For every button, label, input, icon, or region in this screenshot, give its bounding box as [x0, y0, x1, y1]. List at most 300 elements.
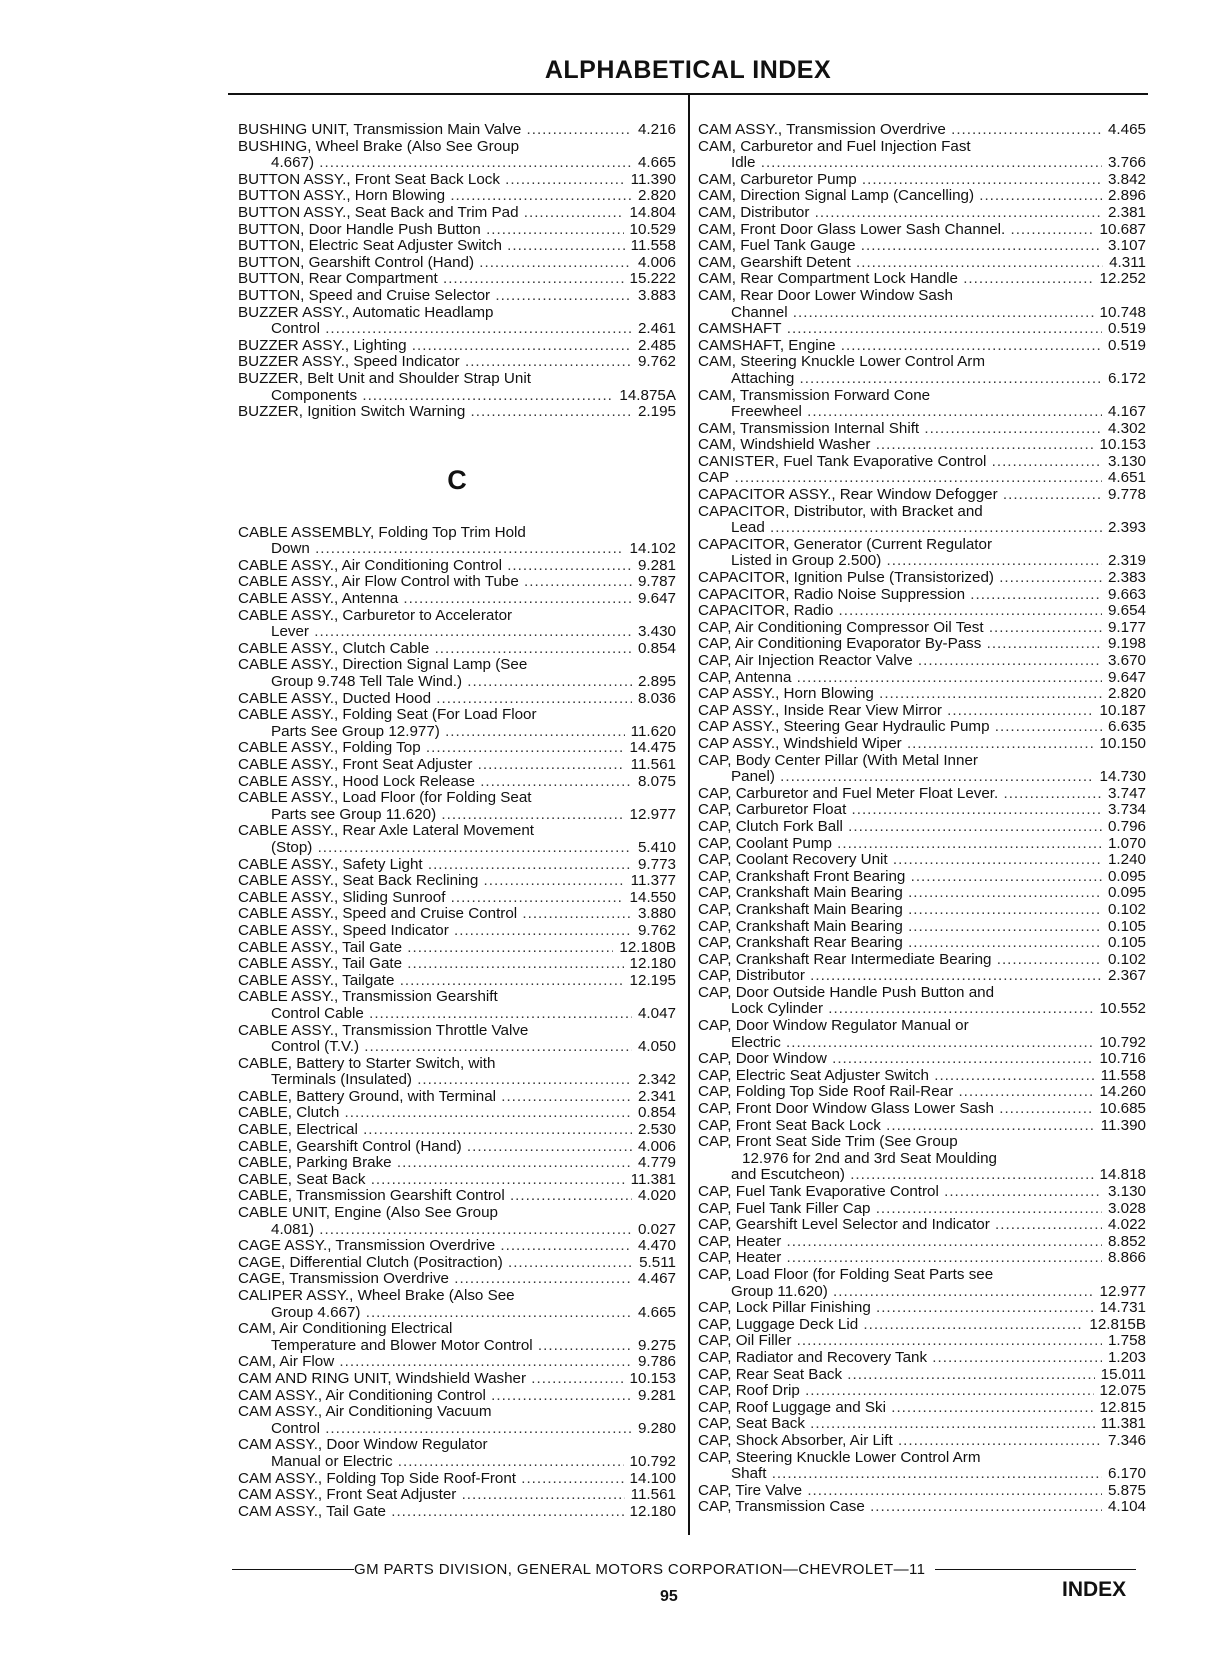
index-entry: [238, 1305, 676, 1322]
entry-description: Control .....: [238, 321, 632, 338]
entry-description: Listed in Group 2.500) .....: [698, 553, 1102, 570]
index-entry: [698, 1350, 1146, 1367]
entry-group-number: 11.620: [630, 722, 676, 740]
index-entry: [238, 1205, 676, 1222]
index-entry: [698, 1250, 1146, 1267]
entry-group-number: 2.393: [1107, 519, 1146, 537]
index-entry: [238, 1172, 676, 1189]
index-entry: [238, 624, 676, 641]
entry-description: BUTTON, Electric Seat Adjuster Switch .....: [238, 238, 625, 255]
entry-group-number: 6.172: [1107, 369, 1146, 387]
entry-description: CAP, Steering Knuckle Lower Control Arm: [698, 1449, 981, 1466]
index-entry: [238, 305, 676, 322]
entry-description: CAM, Gearshift Detent .....: [698, 255, 1103, 272]
entry-description: CAP, Crankshaft Front Bearing .....: [698, 869, 1102, 886]
index-entry: [698, 852, 1146, 869]
entry-description: CAM, Carburetor Pump .....: [698, 172, 1102, 189]
entry-description: CAM, Carburetor and Fuel Injection Fast: [698, 138, 971, 155]
index-entry: [238, 1404, 676, 1421]
entry-description: CAP, Crankshaft Main Bearing .....: [698, 885, 1102, 902]
entry-description: CAP, Crankshaft Main Bearing .....: [698, 902, 1102, 919]
index-entry: [238, 271, 676, 288]
index-entry: [698, 271, 1146, 288]
entry-description: CABLE ASSY., Safety Light .....: [238, 857, 632, 874]
entry-description: BUZZER ASSY., Automatic Headlamp: [238, 304, 494, 321]
entry-description: CABLE, Parking Brake .....: [238, 1155, 632, 1172]
entry-description: BUZZER, Belt Unit and Shoulder Strap Unit: [238, 370, 531, 387]
index-entry: [238, 890, 676, 907]
entry-group-number: 2.381: [1107, 203, 1146, 221]
entry-description: BUTTON ASSY., Horn Blowing .....: [238, 188, 632, 205]
entry-group-number: 15.222: [629, 270, 676, 288]
entry-description: Group 4.667) .....: [238, 1305, 632, 1322]
index-entry: [238, 574, 676, 591]
entry-group-number: 0.796: [1107, 817, 1146, 835]
index-entry: [698, 620, 1146, 637]
entry-group-number: 9.281: [637, 1386, 676, 1404]
entry-group-number: 3.430: [637, 623, 676, 641]
index-entry: [238, 657, 676, 674]
index-entry: [238, 989, 676, 1006]
entry-group-number: 9.281: [637, 556, 676, 574]
entry-description: CAP ASSY., Steering Gear Hydraulic Pump .....: [698, 719, 1102, 736]
entry-description: CABLE ASSY., Tailgate .....: [238, 973, 624, 990]
index-entry: [698, 1483, 1146, 1500]
left-column: [238, 122, 676, 1520]
section-letter-heading: C: [447, 464, 467, 495]
entry-group-number: 8.036: [637, 689, 676, 707]
index-entry: [698, 1184, 1146, 1201]
index-entry: [238, 338, 676, 355]
entry-description: Terminals (Insulated) .....: [238, 1072, 632, 1089]
entry-description: CAP, Load Floor (for Folding Seat Parts see: [698, 1266, 994, 1283]
index-entry: [698, 587, 1146, 604]
entry-description: CAP .....: [698, 470, 1102, 487]
entry-description: CABLE ASSY., Folding Top .....: [238, 740, 624, 757]
entry-description: CAM ASSY., Front Seat Adjuster .....: [238, 1487, 625, 1504]
entry-description: Down .....: [238, 541, 624, 558]
entry-description: Parts see Group 11.620) .....: [238, 807, 624, 824]
index-entry: [698, 1167, 1146, 1184]
entry-description: CAP, Crankshaft Rear Intermediate Bearing .....: [698, 952, 1102, 969]
index-entry: [698, 819, 1146, 836]
entry-group-number: 10.187: [1099, 701, 1146, 719]
entry-group-number: 2.820: [637, 187, 676, 205]
entry-group-number: 10.792: [629, 1452, 676, 1470]
entry-group-number: 3.880: [637, 905, 676, 923]
entry-description: CABLE, Transmission Gearshift Control .....: [238, 1188, 632, 1205]
entry-description: CABLE ASSY., Tail Gate .....: [238, 940, 613, 957]
entry-description: BUSHING UNIT, Transmission Main Valve .....: [238, 122, 632, 139]
entry-group-number: 14.818: [1099, 1166, 1146, 1184]
entry-description: 4.081) .....: [238, 1222, 632, 1239]
entry-description: CAM AND RING UNIT, Windshield Washer .....: [238, 1371, 624, 1388]
entry-group-number: 11.377: [630, 872, 676, 890]
entry-group-number: 2.341: [637, 1087, 676, 1105]
entry-group-number: 12.977: [1099, 1282, 1146, 1300]
entry-group-number: 1.758: [1107, 1332, 1146, 1350]
entry-group-number: 2.367: [1107, 967, 1146, 985]
entry-group-number: 9.647: [1107, 668, 1146, 686]
entry-description: CAP, Fuel Tank Filler Cap .....: [698, 1201, 1102, 1218]
entry-description: CAP, Radiator and Recovery Tank .....: [698, 1350, 1102, 1367]
index-entry: [238, 1471, 676, 1488]
index-entry: [698, 1466, 1146, 1483]
entry-description: Control (T.V.) .....: [238, 1039, 632, 1056]
index-entry: [698, 968, 1146, 985]
index-entry: [698, 1383, 1146, 1400]
entry-group-number: 4.104: [1107, 1498, 1146, 1516]
entry-description: BUTTON, Speed and Cruise Selector .....: [238, 288, 632, 305]
entry-description: CAP, Roof Drip .....: [698, 1383, 1094, 1400]
index-entry: [238, 674, 676, 691]
index-entry: [698, 1101, 1146, 1118]
entry-description: BUZZER ASSY., Speed Indicator .....: [238, 354, 632, 371]
index-entry: [238, 1139, 676, 1156]
index-entry: [238, 541, 676, 558]
index-entry: [238, 1155, 676, 1172]
index-entry: [698, 769, 1146, 786]
entry-description: CABLE ASSY., Rear Axle Lateral Movement: [238, 823, 535, 840]
entry-group-number: 4.022: [1107, 1216, 1146, 1234]
entry-description: CAM, Rear Compartment Lock Handle .....: [698, 271, 1094, 288]
entry-group-number: 12.195: [629, 971, 676, 989]
entry-description: CAP, Roof Luggage and Ski .....: [698, 1400, 1094, 1417]
entry-description: CAMSHAFT .....: [698, 321, 1102, 338]
entry-description: CAP, Air Conditioning Evaporator By-Pass .....: [698, 636, 1102, 653]
index-entry: [238, 807, 676, 824]
entry-description: Electric .....: [698, 1035, 1094, 1052]
entry-description: CAP, Door Window .....: [698, 1051, 1094, 1068]
entry-group-number: 10.153: [629, 1369, 676, 1387]
index-entry: [238, 1039, 676, 1056]
entry-description: CAP, Air Injection Reactor Valve .....: [698, 653, 1102, 670]
entry-description: BUTTON ASSY., Front Seat Back Lock .....: [238, 172, 625, 189]
entry-group-number: 10.150: [1099, 734, 1146, 752]
entry-description: CABLE ASSY., Transmission Throttle Valve: [238, 1022, 529, 1039]
index-entry: [698, 802, 1146, 819]
entry-description: CAM ASSY., Tail Gate .....: [238, 1504, 624, 1521]
entry-description: CABLE ASSY., Tail Gate .....: [238, 956, 624, 973]
entry-description: CAP, Lock Pillar Finishing .....: [698, 1300, 1094, 1317]
entry-group-number: 3.670: [1107, 652, 1146, 669]
index-entry: [238, 525, 676, 542]
index-entry: [238, 558, 676, 575]
index-entry: [698, 288, 1146, 305]
index-entry: [698, 1400, 1146, 1417]
entry-group-number: 0.095: [1107, 884, 1146, 902]
entry-group-number: 10.529: [629, 220, 676, 238]
entry-description: CABLE, Battery Ground, with Terminal .....: [238, 1089, 632, 1106]
entry-description: Group 9.748 Tell Tale Wind.) .....: [238, 674, 632, 691]
index-entry: [698, 139, 1146, 156]
entry-group-number: 3.107: [1107, 237, 1146, 255]
entry-group-number: 9.786: [637, 1353, 676, 1371]
index-entry: [698, 1217, 1146, 1234]
index-entry: [698, 255, 1146, 272]
index-entry: [698, 487, 1146, 504]
index-entry: [238, 1072, 676, 1089]
entry-group-number: 2.485: [637, 336, 676, 354]
entry-description: CABLE, Battery to Starter Switch, with: [238, 1055, 496, 1072]
right-column: [698, 122, 1146, 1516]
entry-description: CAP, Rear Seat Back .....: [698, 1367, 1095, 1384]
entry-description: CABLE ASSY., Seat Back Reclining .....: [238, 873, 625, 890]
entry-description: CAP ASSY., Horn Blowing .....: [698, 686, 1102, 703]
entry-description: CAM, Transmission Internal Shift .....: [698, 421, 1102, 438]
entry-description: CAP, Crankshaft Rear Bearing .....: [698, 935, 1102, 952]
entry-group-number: 1.203: [1107, 1348, 1146, 1366]
entry-description: CABLE ASSEMBLY, Folding Top Trim Hold: [238, 524, 526, 541]
index-entry: [698, 454, 1146, 471]
entry-description: CAP, Crankshaft Main Bearing .....: [698, 919, 1102, 936]
entry-group-number: 9.177: [1107, 618, 1146, 636]
index-entry: [698, 869, 1146, 886]
index-entry: [698, 653, 1146, 670]
index-entry: [238, 940, 676, 957]
index-entry: [238, 205, 676, 222]
index-entry: [238, 222, 676, 239]
entry-description: CAP, Transmission Case .....: [698, 1499, 1102, 1516]
entry-description: Manual or Electric .....: [238, 1454, 624, 1471]
index-entry: [698, 437, 1146, 454]
entry-group-number: 8.866: [1107, 1249, 1146, 1267]
entry-description: Attaching .....: [698, 371, 1102, 388]
index-entry: [238, 774, 676, 791]
entry-group-number: 11.381: [630, 1170, 676, 1188]
entry-description: Lock Cylinder .....: [698, 1001, 1094, 1018]
entry-description: CABLE ASSY., Carburetor to Accelerator: [238, 607, 513, 624]
entry-description: 12.976 for 2nd and 3rd Seat Moulding: [742, 1150, 997, 1167]
entry-description: and Escutcheon) .....: [698, 1167, 1094, 1184]
entry-description: CAP, Distributor .....: [698, 968, 1102, 985]
entry-description: CABLE ASSY., Antenna .....: [238, 591, 632, 608]
index-entry: [698, 122, 1146, 139]
entry-group-number: 12.977: [629, 805, 676, 823]
entry-description: Channel .....: [698, 305, 1094, 322]
entry-group-number: 4.050: [637, 1038, 676, 1056]
entry-group-number: 3.734: [1107, 801, 1146, 819]
entry-group-number: 4.216: [637, 121, 676, 138]
entry-group-number: 9.663: [1107, 585, 1146, 603]
index-entry: [238, 1437, 676, 1454]
entry-group-number: 14.102: [629, 540, 676, 558]
index-entry: [698, 371, 1146, 388]
entry-description: CANISTER, Fuel Tank Evaporative Control .....: [698, 454, 1102, 471]
entry-description: CABLE ASSY., Air Conditioning Control .....: [238, 558, 632, 575]
index-entry: [238, 1188, 676, 1205]
index-entry: [238, 641, 676, 658]
index-entry: [698, 504, 1146, 521]
entry-description: CAP, Electric Seat Adjuster Switch .....: [698, 1068, 1095, 1085]
entry-group-number: 3.842: [1107, 170, 1146, 188]
entry-group-number: 4.006: [637, 1137, 676, 1155]
left-entries-after-letter: [238, 525, 676, 1521]
entry-group-number: 14.804: [629, 203, 676, 221]
entry-description: CAP, Coolant Pump .....: [698, 836, 1102, 853]
entry-description: CAPACITOR, Ignition Pulse (Transistorized) .....: [698, 570, 1102, 587]
entry-group-number: 9.762: [637, 353, 676, 371]
entry-description: CABLE ASSY., Folding Seat (For Load Floor: [238, 707, 537, 724]
index-entry: [238, 1006, 676, 1023]
entry-description: CABLE ASSY., Clutch Cable .....: [238, 641, 632, 658]
index-entry: [238, 724, 676, 741]
index-entry: [698, 1134, 1146, 1151]
index-entry: [698, 1118, 1146, 1135]
entry-description: CAP, Gearshift Level Selector and Indicator .....: [698, 1217, 1102, 1234]
index-entry: [698, 553, 1146, 570]
entry-description: CABLE, Clutch .....: [238, 1105, 632, 1122]
entry-description: CAP, Fuel Tank Evaporative Control .....: [698, 1184, 1102, 1201]
entry-group-number: 11.558: [1100, 1066, 1146, 1084]
entry-description: CAGE ASSY., Transmission Overdrive .....: [238, 1238, 632, 1255]
entry-description: CAP, Folding Top Side Roof Rail-Rear .....: [698, 1084, 1094, 1101]
index-entry: [238, 591, 676, 608]
index-entry: [238, 608, 676, 625]
entry-group-number: 2.895: [637, 673, 676, 691]
entry-description: CABLE ASSY., Front Seat Adjuster .....: [238, 757, 625, 774]
entry-description: CAM, Direction Signal Lamp (Cancelling) .....: [698, 188, 1102, 205]
entry-group-number: 10.153: [1099, 436, 1146, 454]
index-entry: [698, 1284, 1146, 1301]
entry-description: Control Cable .....: [238, 1006, 632, 1023]
entry-description: CAP, Carburetor and Fuel Meter Float Lever. .....: [698, 786, 1102, 803]
entry-description: CAP, Body Center Pillar (With Metal Inner: [698, 752, 978, 769]
entry-group-number: 4.651: [1107, 469, 1146, 487]
index-entry: [238, 1504, 676, 1521]
index-entry: [698, 238, 1146, 255]
entry-group-number: 14.875A: [619, 386, 676, 404]
entry-group-number: 12.252: [1099, 270, 1146, 288]
index-entry: [698, 1333, 1146, 1350]
entry-description: (Stop) .....: [238, 840, 632, 857]
entry-description: CAMSHAFT, Engine .....: [698, 338, 1102, 355]
entry-description: CAPACITOR, Generator (Current Regulator: [698, 536, 993, 553]
index-entry: [698, 786, 1146, 803]
entry-group-number: 14.731: [1099, 1299, 1146, 1317]
index-entry: [698, 421, 1146, 438]
entry-group-number: 11.381: [1100, 1415, 1146, 1433]
entry-description: Shaft .....: [698, 1466, 1102, 1483]
entry-group-number: 14.730: [1099, 768, 1146, 786]
index-entry: [238, 238, 676, 255]
entry-description: CAGE, Transmission Overdrive .....: [238, 1271, 632, 1288]
entry-group-number: 2.461: [637, 320, 676, 338]
index-entry: [238, 823, 676, 840]
index-entry: [238, 691, 676, 708]
entry-description: Freewheel .....: [698, 404, 1102, 421]
index-entry: [698, 919, 1146, 936]
index-entry: [238, 1122, 676, 1139]
index-entry: [238, 1487, 676, 1504]
entry-group-number: 0.519: [1107, 320, 1146, 338]
entry-description: BUSHING, Wheel Brake (Also See Group: [238, 138, 520, 155]
index-entry: [238, 155, 676, 172]
entry-group-number: 4.665: [637, 1303, 676, 1321]
entry-group-number: 11.390: [1100, 1116, 1146, 1134]
entry-description: CAP ASSY., Windshield Wiper .....: [698, 736, 1094, 753]
entry-description: BUTTON, Door Handle Push Button .....: [238, 222, 624, 239]
entry-group-number: 5.410: [637, 838, 676, 856]
index-entry: [238, 1388, 676, 1405]
entry-description: CABLE ASSY., Hood Lock Release .....: [238, 774, 632, 791]
index-entry: [698, 1499, 1146, 1516]
index-entry: [238, 1421, 676, 1438]
index-entry: [698, 520, 1146, 537]
entry-description: CAP, Heater .....: [698, 1250, 1102, 1267]
index-entry: [238, 757, 676, 774]
index-entry: [698, 935, 1146, 952]
index-entry: [698, 1300, 1146, 1317]
entry-group-number: 5.875: [1107, 1481, 1146, 1499]
section-label: INDEX: [1062, 1578, 1127, 1601]
index-entry: [698, 1267, 1146, 1284]
entry-group-number: 4.167: [1107, 403, 1146, 421]
index-entry: [238, 172, 676, 189]
index-entry: [698, 719, 1146, 736]
index-entry: [698, 1367, 1146, 1384]
entry-description: CAPACITOR ASSY., Rear Window Defogger .....: [698, 487, 1102, 504]
entry-description: Temperature and Blower Motor Control .....: [238, 1338, 632, 1355]
entry-group-number: 4.302: [1107, 419, 1146, 437]
column-divider: [688, 95, 690, 1535]
entry-description: CAPACITOR, Radio Noise Suppression .....: [698, 587, 1102, 604]
entry-group-number: 3.766: [1107, 154, 1146, 172]
entry-group-number: 11.561: [630, 1486, 676, 1504]
index-entry: [238, 321, 676, 338]
entry-group-number: 2.195: [637, 403, 676, 421]
entry-group-number: 0.519: [1107, 336, 1146, 354]
footer-rule-left: [232, 1569, 354, 1570]
index-entry: [698, 1234, 1146, 1251]
index-entry: [698, 1151, 1146, 1168]
index-entry: [238, 1238, 676, 1255]
index-entry: [698, 1001, 1146, 1018]
index-entry: [698, 1317, 1146, 1334]
index-entry: [238, 371, 676, 388]
entry-description: CAM, Rear Door Lower Window Sash: [698, 287, 953, 304]
entry-group-number: 12.075: [1099, 1382, 1146, 1400]
index-entry: [698, 537, 1146, 554]
entry-description: CAP, Front Seat Side Trim (See Group: [698, 1134, 958, 1151]
entry-description: CAP, Front Door Window Glass Lower Sash .....: [698, 1101, 1094, 1118]
index-entry: [238, 1371, 676, 1388]
entry-group-number: 2.319: [1107, 552, 1146, 570]
index-entry: [238, 956, 676, 973]
index-entry: [698, 338, 1146, 355]
entry-group-number: 0.102: [1107, 900, 1146, 918]
footer-rule-right: [935, 1569, 1136, 1570]
index-entry: [698, 985, 1146, 1002]
entry-group-number: 0.854: [637, 1104, 676, 1122]
index-entry: [698, 636, 1146, 653]
entry-group-number: 9.275: [637, 1336, 676, 1354]
entry-description: CAP, Front Seat Back Lock .....: [698, 1118, 1095, 1135]
entry-description: CAP, Luggage Deck Lid .....: [698, 1317, 1083, 1334]
entry-group-number: 9.787: [637, 573, 676, 591]
entry-group-number: 0.095: [1107, 867, 1146, 885]
entry-group-number: 4.665: [637, 154, 676, 172]
entry-description: CABLE UNIT, Engine (Also See Group: [238, 1205, 498, 1222]
index-entry: [238, 1105, 676, 1122]
entry-group-number: 1.070: [1107, 834, 1146, 852]
entry-description: CAM ASSY., Folding Top Side Roof-Front .....: [238, 1471, 624, 1488]
index-entry: [238, 404, 676, 421]
index-entry: [238, 122, 676, 139]
entry-description: CAPACITOR, Radio .....: [698, 603, 1102, 620]
entry-group-number: 4.047: [637, 1004, 676, 1022]
index-entry: [238, 1338, 676, 1355]
